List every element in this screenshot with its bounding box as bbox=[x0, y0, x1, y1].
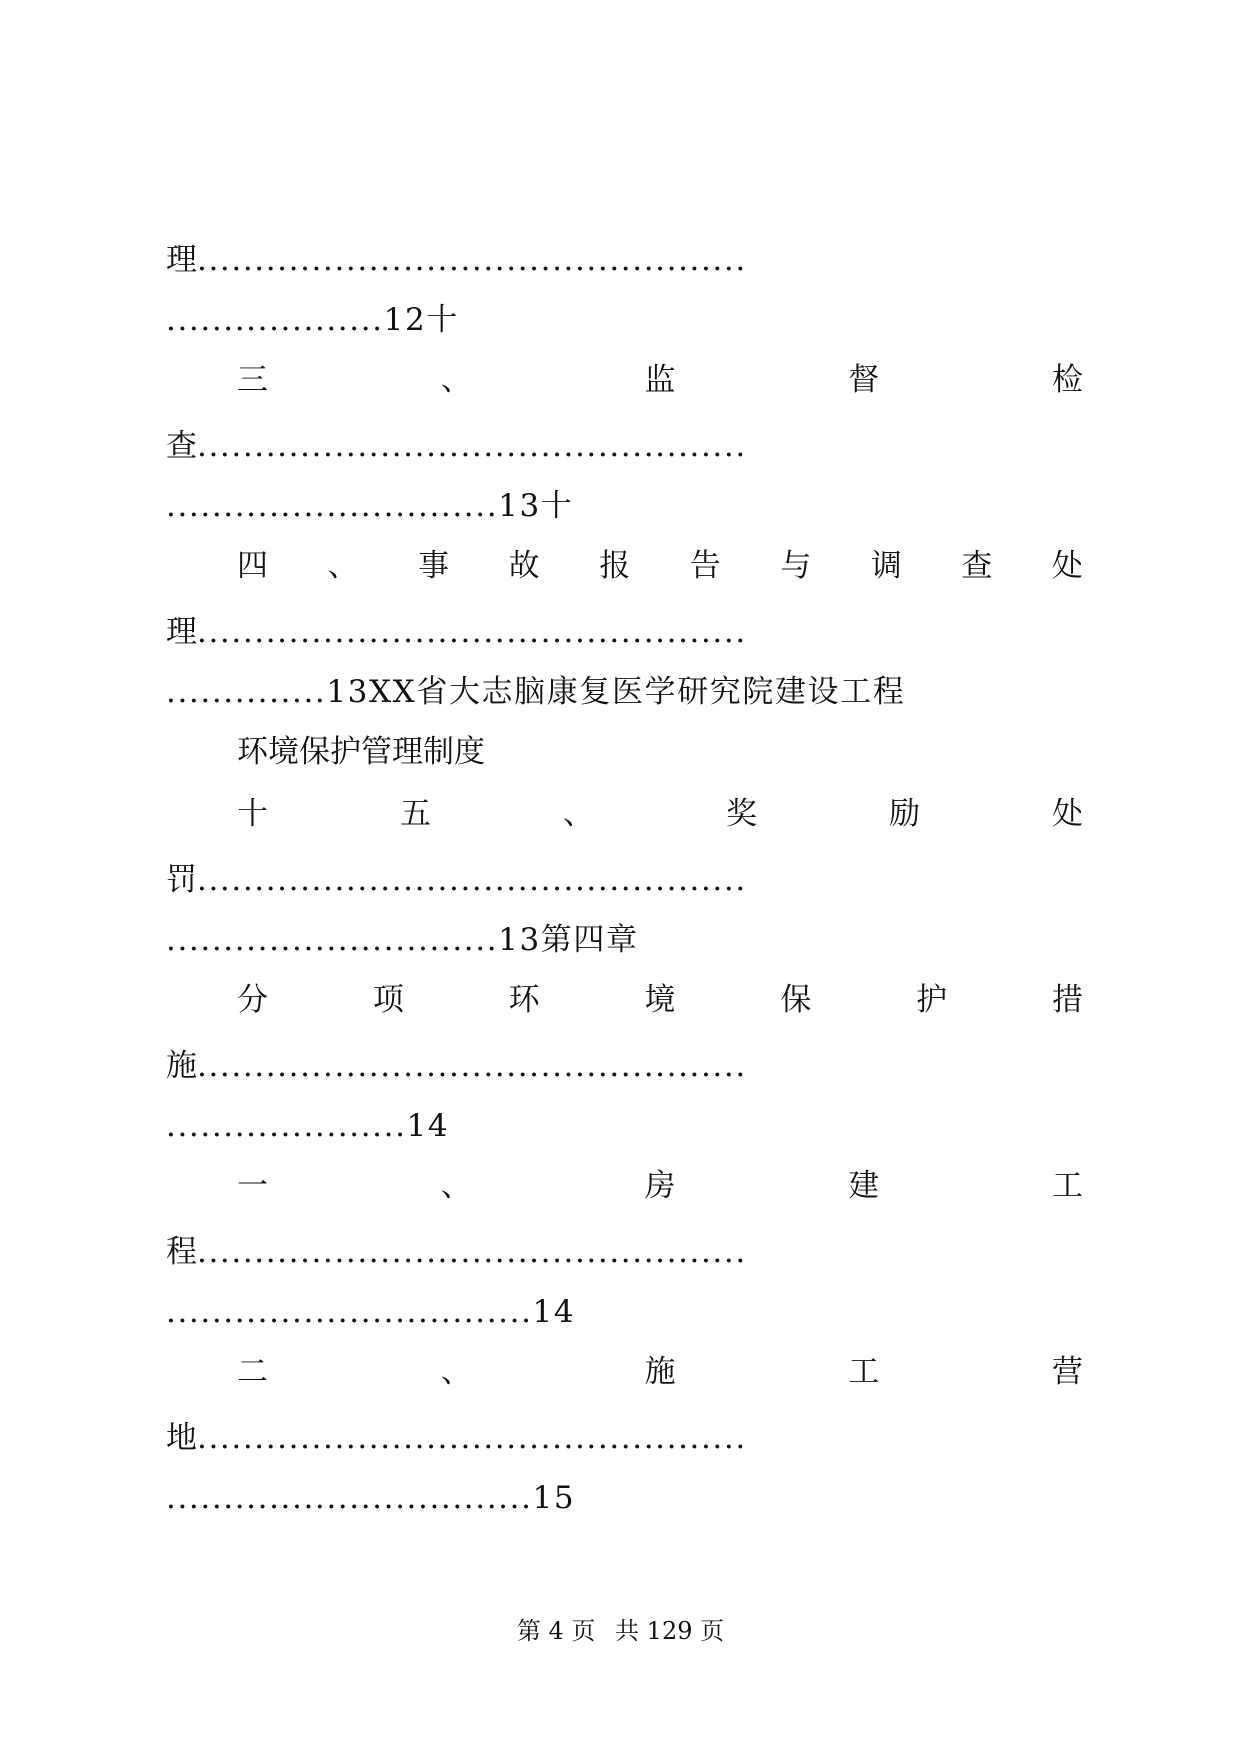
page-total: 共 129 页 bbox=[615, 1617, 725, 1645]
toc-line-7 bbox=[166, 612, 747, 652]
toc-line-7-dots: ................................................ bbox=[197, 614, 747, 650]
toc-chapter-4-char: 分 bbox=[237, 982, 268, 1018]
toc-entry-13-char: 三 bbox=[237, 362, 268, 398]
toc-section-2-char: 营 bbox=[1052, 1354, 1083, 1390]
toc-line-14-dots: ................................................ bbox=[197, 1048, 747, 1084]
toc-line-12: .............................13第四章 bbox=[166, 922, 639, 958]
toc-entry-15-char: 奖 bbox=[726, 796, 757, 832]
toc-chapter-4-char: 护 bbox=[916, 982, 948, 1018]
page-footer bbox=[0, 1615, 1241, 1647]
toc-line-15: .....................14 bbox=[166, 1108, 450, 1144]
toc-section-1-char: 一 bbox=[237, 1168, 268, 1204]
toc-line-11-head: 罚 bbox=[166, 862, 197, 898]
toc-line-17 bbox=[166, 1232, 747, 1272]
toc-line-14 bbox=[166, 1046, 747, 1086]
toc-chapter-4-char: 境 bbox=[644, 982, 676, 1018]
toc-section-1-char: 工 bbox=[1052, 1168, 1083, 1204]
toc-section-1 bbox=[237, 1166, 1083, 1206]
toc-line-20 bbox=[166, 1418, 747, 1458]
toc-line-17-head: 程 bbox=[166, 1234, 197, 1270]
toc-line-9: 环境保护管理制度 bbox=[237, 734, 485, 770]
toc-line-11 bbox=[166, 860, 747, 900]
toc-entry-13 bbox=[237, 360, 1083, 400]
toc-entry-14-char: 查 bbox=[961, 548, 993, 584]
toc-line-4-dots: ................................................ bbox=[197, 428, 747, 464]
toc-chapter-4-char: 项 bbox=[372, 982, 404, 1018]
toc-entry-15-char: 励 bbox=[889, 796, 920, 832]
toc-entry-14-char: 报 bbox=[599, 548, 631, 584]
toc-chapter-4-char: 保 bbox=[780, 982, 812, 1018]
toc-entry-15-char: 五 bbox=[400, 796, 431, 832]
toc-entry-14 bbox=[237, 546, 1083, 586]
toc-entry-14-char: 、 bbox=[327, 548, 359, 584]
page-number: 第 4 页 bbox=[516, 1617, 596, 1645]
toc-line-7-head: 理 bbox=[166, 614, 197, 650]
toc-entry-14-char: 四 bbox=[237, 548, 268, 584]
toc-section-1-char: 、 bbox=[440, 1168, 472, 1204]
toc-line-8: ..............13XX省大志脑康复医学研究院建设工程 bbox=[166, 674, 906, 710]
toc-section-2-char: 、 bbox=[440, 1354, 472, 1390]
toc-line-17-dots: ................................................ bbox=[197, 1234, 747, 1270]
toc-line-14-head: 施 bbox=[166, 1048, 197, 1084]
toc-line-4-head: 查 bbox=[166, 428, 197, 464]
toc-chapter-4-char: 环 bbox=[508, 982, 540, 1018]
toc-line-20-dots: ................................................ bbox=[197, 1420, 747, 1456]
toc-entry-13-char: 检 bbox=[1052, 362, 1083, 398]
toc-chapter-4 bbox=[237, 980, 1083, 1020]
toc-entry-14-char: 调 bbox=[870, 548, 902, 584]
toc-entry-14-char: 与 bbox=[780, 548, 812, 584]
toc-entry-14-char: 处 bbox=[1051, 548, 1083, 584]
toc-entry-13-char: 督 bbox=[848, 362, 880, 398]
toc-line-2: ...................12十 bbox=[166, 302, 459, 338]
toc-line-1-head: 理 bbox=[166, 242, 197, 278]
toc-entry-15-char: 、 bbox=[563, 796, 594, 832]
toc-line-5: .............................13十 bbox=[166, 488, 574, 524]
toc-section-2 bbox=[237, 1352, 1083, 1392]
toc-line-1-dots: ................................................ bbox=[197, 242, 747, 278]
toc-entry-15-char: 十 bbox=[237, 796, 268, 832]
toc-line-4 bbox=[166, 426, 747, 466]
toc-entry-14-char: 告 bbox=[689, 548, 721, 584]
toc-entry-14-char: 故 bbox=[508, 548, 540, 584]
toc-line-20-head: 地 bbox=[166, 1420, 197, 1456]
toc-chapter-4-char: 措 bbox=[1051, 982, 1083, 1018]
toc-section-1-char: 房 bbox=[644, 1168, 676, 1204]
toc-section-2-char: 二 bbox=[237, 1354, 268, 1390]
toc-line-1 bbox=[166, 240, 747, 280]
toc-entry-14-char: 事 bbox=[418, 548, 450, 584]
toc-section-2-char: 施 bbox=[644, 1354, 676, 1390]
toc-entry-15-char: 处 bbox=[1052, 796, 1083, 832]
toc-line-18: ................................14 bbox=[166, 1294, 576, 1330]
toc-line-11-dots: ................................................ bbox=[197, 862, 747, 898]
toc-entry-13-char: 、 bbox=[440, 362, 472, 398]
toc-line-21: ................................15 bbox=[166, 1480, 576, 1516]
toc-entry-15 bbox=[237, 794, 1083, 834]
toc-section-2-char: 工 bbox=[848, 1354, 880, 1390]
toc-entry-13-char: 监 bbox=[644, 362, 676, 398]
toc-section-1-char: 建 bbox=[848, 1168, 880, 1204]
